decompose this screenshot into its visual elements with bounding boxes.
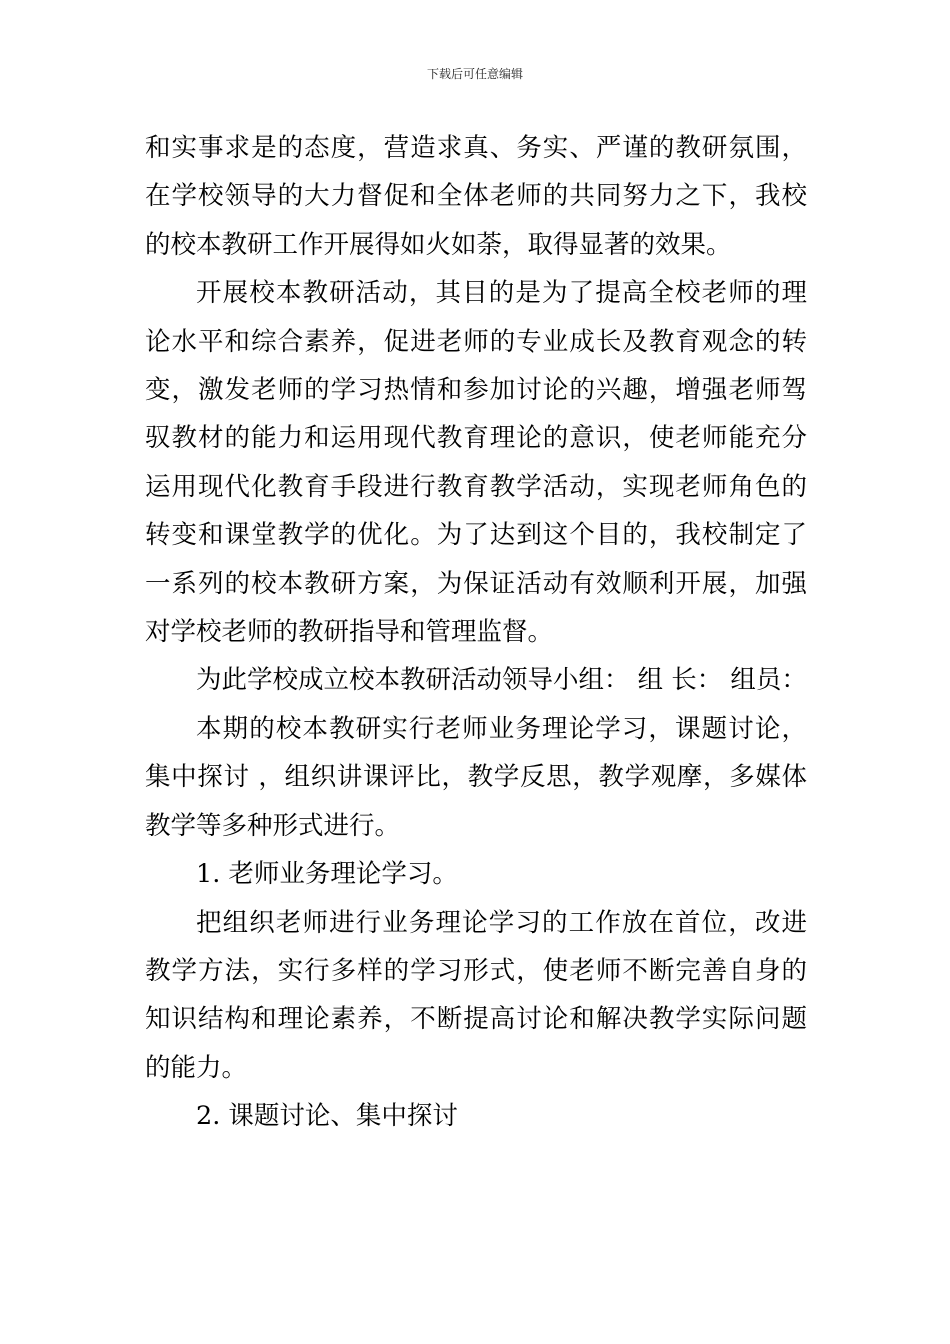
page-header: 下载后可任意编辑 <box>426 67 523 81</box>
heading-topic-discussion: 2. 课题讨论、集中探讨 <box>196 1101 458 1132</box>
paragraph-theory-study: 把组织老师进行业务理论学习的工作放在首位，改进教学方法，实行多样的学习形式，使老师不断完善自身的知识结构和理论素养，不断提高讨论和解决教学实际问题的能力。 <box>145 907 807 1083</box>
paragraph-forms: 本期的校本教研实行老师业务理论学习，课题讨论，集中探讨 ，组织讲课评比，教学反思，教学观摩，多媒体教学等多种形式进行。 <box>145 713 807 841</box>
heading-theory-study: 1. 老师业务理论学习。 <box>196 859 458 890</box>
document-body <box>145 124 807 1141</box>
paragraph-leadership-group: 为此学校成立校本教研活动领导小组： 组 长： 组员： <box>196 665 807 696</box>
paragraph-continuation: 和实事求是的态度，营造求真、务实、严谨的教研氛围，在学校领导的大力督促和全体老师的共同努力之下，我校的校本教研工作开展得如火如荼，取得显著的效果。 <box>145 133 807 260</box>
paragraph-purpose: 开展校本教研活动，其目的是为了提高全校老师的理论水平和综合素养，促进老师的专业成长及教育观念的转变，激发老师的学习热情和参加讨论的兴趣，增强老师驾驭教材的能力和运用现代教育理论的意识，使老师能充分运用现代化教育手段进行教育教学活动，实现老师角色的转变和课堂教学的优化。为了达到这个目的，我校制定了一系列的校本教研方案，为保证活动有效顺利开展，加强对学校老师的教研指导和管理监督。 <box>145 278 807 648</box>
